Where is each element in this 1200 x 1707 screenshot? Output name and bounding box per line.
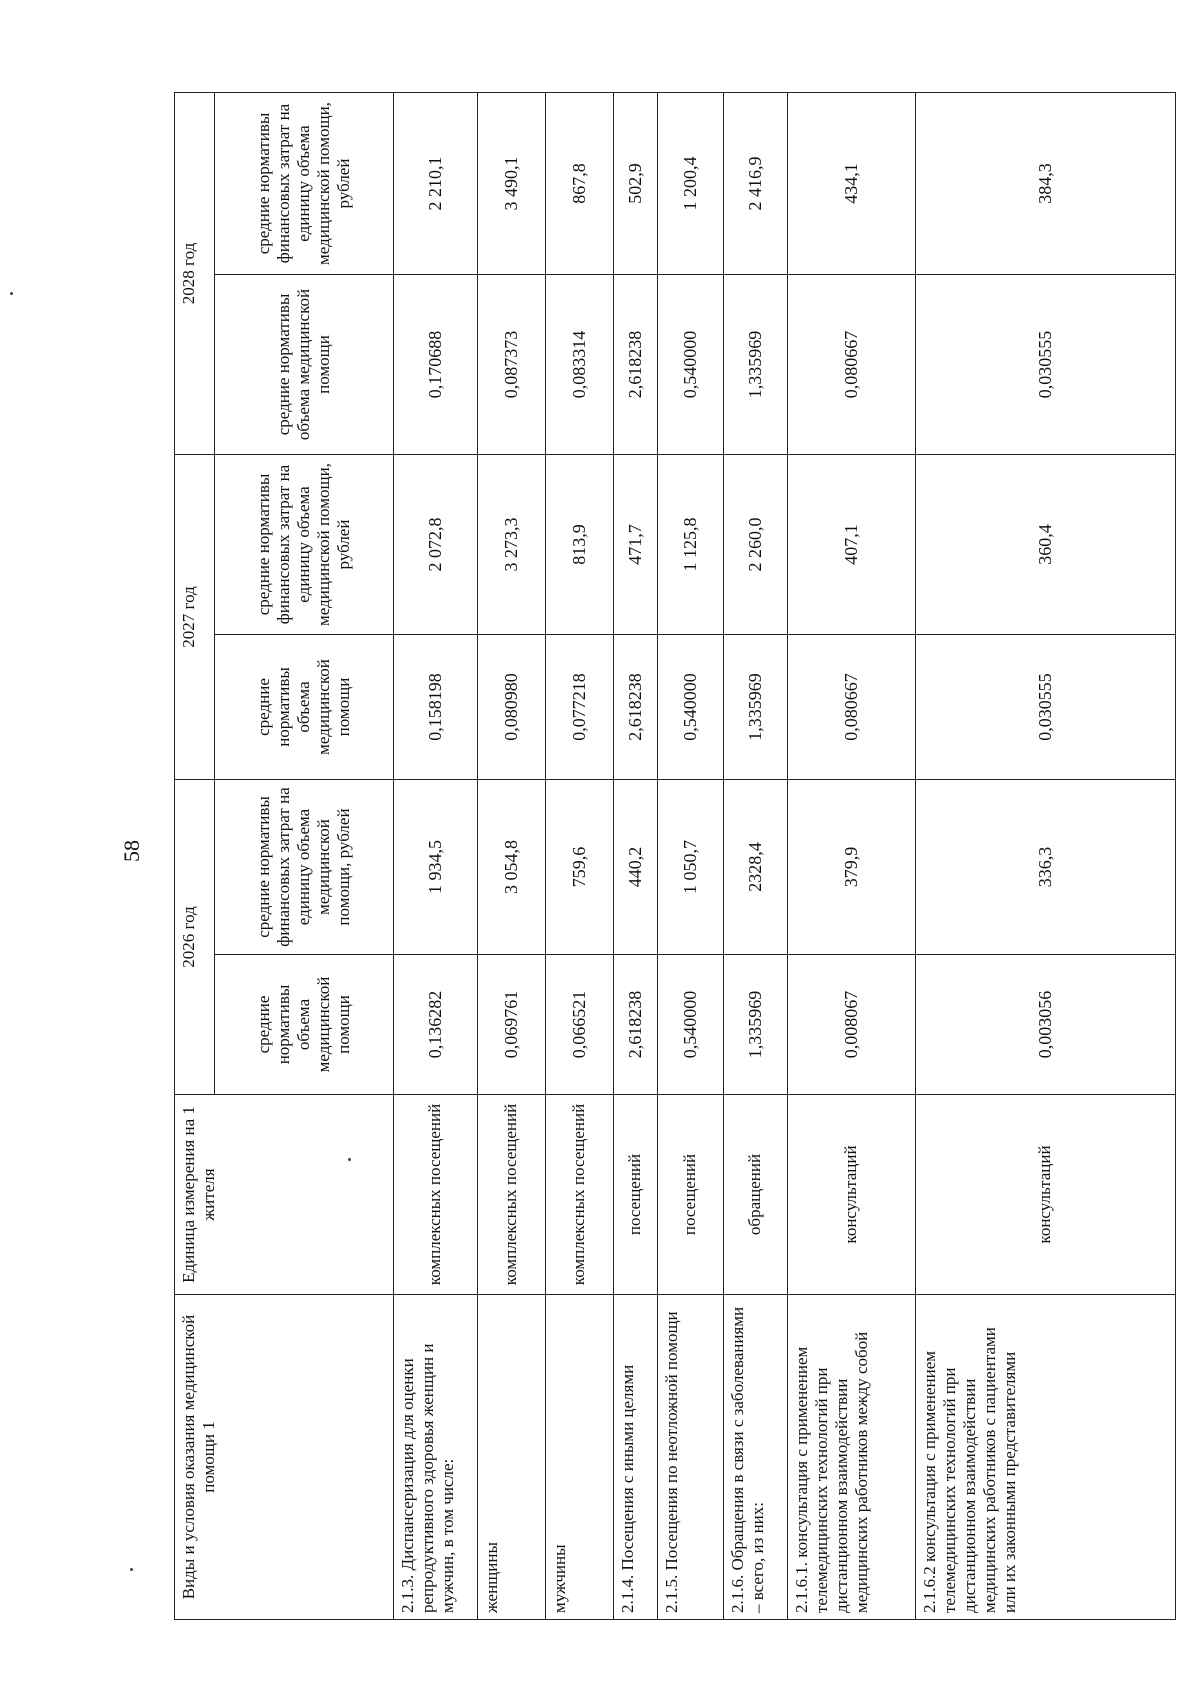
- row-volume-2027: 0,080667: [788, 635, 916, 780]
- header-volume-2026: средние нормативы объема медицинской помощи: [215, 955, 394, 1095]
- header-cost-2027: средние нормативы финансовых затрат на единицу объема медицинской помощи, рублей: [215, 455, 394, 635]
- row-volume-2027: 0,080980: [478, 635, 546, 780]
- scan-speck: [130, 1568, 133, 1571]
- row-cost-2028: 1 200,4: [658, 93, 724, 275]
- row-cost-2026: 1 050,7: [658, 780, 724, 955]
- row-name: женщины: [478, 1295, 546, 1620]
- header-types: Виды и условия оказания медицинской помощи 1: [175, 1295, 394, 1620]
- row-name: 2.1.4. Посещения с иными целями: [614, 1295, 658, 1620]
- row-cost-2026: 1 934,5: [394, 780, 478, 955]
- table-row: [394, 93, 478, 1620]
- row-cost-2028: 384,3: [916, 93, 1176, 275]
- header-unit: Единица измерения на 1 жителя: [175, 1095, 394, 1295]
- row-cost-2026: 336,3: [916, 780, 1176, 955]
- row-volume-2027: 0,030555: [916, 635, 1176, 780]
- row-name: мужчины: [546, 1295, 614, 1620]
- header-volume-2028: средние нормативы объема медицинской помощи: [215, 275, 394, 455]
- row-unit: консультаций: [916, 1095, 1176, 1295]
- row-cost-2027: 2 260,0: [724, 455, 788, 635]
- table-row: [478, 93, 546, 1620]
- header-year-2027: 2027 год: [175, 455, 215, 780]
- row-cost-2027: 407,1: [788, 455, 916, 635]
- table-row: [614, 93, 658, 1620]
- row-volume-2027: 1,335969: [724, 635, 788, 780]
- row-volume-2028: 0,083314: [546, 275, 614, 455]
- row-volume-2027: 2,618238: [614, 635, 658, 780]
- row-cost-2028: 434,1: [788, 93, 916, 275]
- row-volume-2027: 0,158198: [394, 635, 478, 780]
- rotated-table-container: [174, 93, 1176, 1620]
- table-row: [788, 93, 916, 1620]
- row-cost-2027: 3 273,3: [478, 455, 546, 635]
- header-volume-2027: средние нормативы объема медицинской помощи: [215, 635, 394, 780]
- page-number: 58: [119, 840, 144, 862]
- row-unit: комплексных посещений: [546, 1095, 614, 1295]
- table-row: [916, 93, 1176, 1620]
- table-row: [658, 93, 724, 1620]
- row-unit: консультаций: [788, 1095, 916, 1295]
- row-cost-2027: 360,4: [916, 455, 1176, 635]
- row-cost-2028: 3 490,1: [478, 93, 546, 275]
- row-cost-2027: 1 125,8: [658, 455, 724, 635]
- row-unit: посещений: [658, 1095, 724, 1295]
- table-row: [546, 93, 614, 1620]
- row-unit: комплексных посещений: [478, 1095, 546, 1295]
- row-name: 2.1.6.1. консультация с применением телемедицинских технологий при дистанционном взаимодействии медицинских работников между собой: [788, 1295, 916, 1620]
- scan-speck: [10, 292, 13, 295]
- row-volume-2026: 0,540000: [658, 955, 724, 1095]
- row-cost-2028: 2 210,1: [394, 93, 478, 275]
- row-volume-2026: 0,136282: [394, 955, 478, 1095]
- row-name: 2.1.6.2 консультация с применением телемедицинских технологий при дистанционном взаимодействии медицинских работников с пациентами или их законными представителями: [916, 1295, 1176, 1620]
- row-volume-2028: 0,080667: [788, 275, 916, 455]
- row-volume-2026: 0,066521: [546, 955, 614, 1095]
- row-unit: обращений: [724, 1095, 788, 1295]
- row-cost-2028: 2 416,9: [724, 93, 788, 275]
- row-volume-2026: 0,069761: [478, 955, 546, 1095]
- header-year-2026: 2026 год: [175, 780, 215, 1095]
- row-volume-2028: 2,618238: [614, 275, 658, 455]
- row-cost-2026: 2328,4: [724, 780, 788, 955]
- row-volume-2026: 2,618238: [614, 955, 658, 1095]
- row-volume-2027: 0,077218: [546, 635, 614, 780]
- row-volume-2028: 1,335969: [724, 275, 788, 455]
- row-cost-2026: 440,2: [614, 780, 658, 955]
- row-volume-2026: 0,008067: [788, 955, 916, 1095]
- row-name: 2.1.3. Диспансеризация для оценки репродуктивного здоровья женщин и мужчин, в том числе:: [394, 1295, 478, 1620]
- row-cost-2028: 502,9: [614, 93, 658, 275]
- row-cost-2026: 759,6: [546, 780, 614, 955]
- header-cost-2026: средние нормативы финансовых затрат на единицу объема медицинской помощи, рублей: [215, 780, 394, 955]
- row-cost-2027: 471,7: [614, 455, 658, 635]
- row-volume-2027: 0,540000: [658, 635, 724, 780]
- row-volume-2028: 0,030555: [916, 275, 1176, 455]
- row-volume-2028: 0,087373: [478, 275, 546, 455]
- header-cost-2028: средние нормативы финансовых затрат на единицу объема медицинской помощи, рублей: [215, 93, 394, 275]
- row-volume-2028: 0,540000: [658, 275, 724, 455]
- row-volume-2026: 1,335969: [724, 955, 788, 1095]
- row-unit: комплексных посещений: [394, 1095, 478, 1295]
- row-cost-2026: 379,9: [788, 780, 916, 955]
- row-name: 2.1.6. Обращения в связи с заболеваниями – всего, из них:: [724, 1295, 788, 1620]
- row-unit: посещений: [614, 1095, 658, 1295]
- row-cost-2027: 813,9: [546, 455, 614, 635]
- row-volume-2028: 0,170688: [394, 275, 478, 455]
- row-cost-2028: 867,8: [546, 93, 614, 275]
- header-year-2028: 2028 год: [175, 93, 215, 455]
- table-row: [724, 93, 788, 1620]
- row-cost-2027: 2 072,8: [394, 455, 478, 635]
- row-name: 2.1.5. Посещения по неотложной помощи: [658, 1295, 724, 1620]
- row-cost-2026: 3 054,8: [478, 780, 546, 955]
- row-volume-2026: 0,003056: [916, 955, 1176, 1095]
- medical-norms-table: [174, 92, 1176, 1620]
